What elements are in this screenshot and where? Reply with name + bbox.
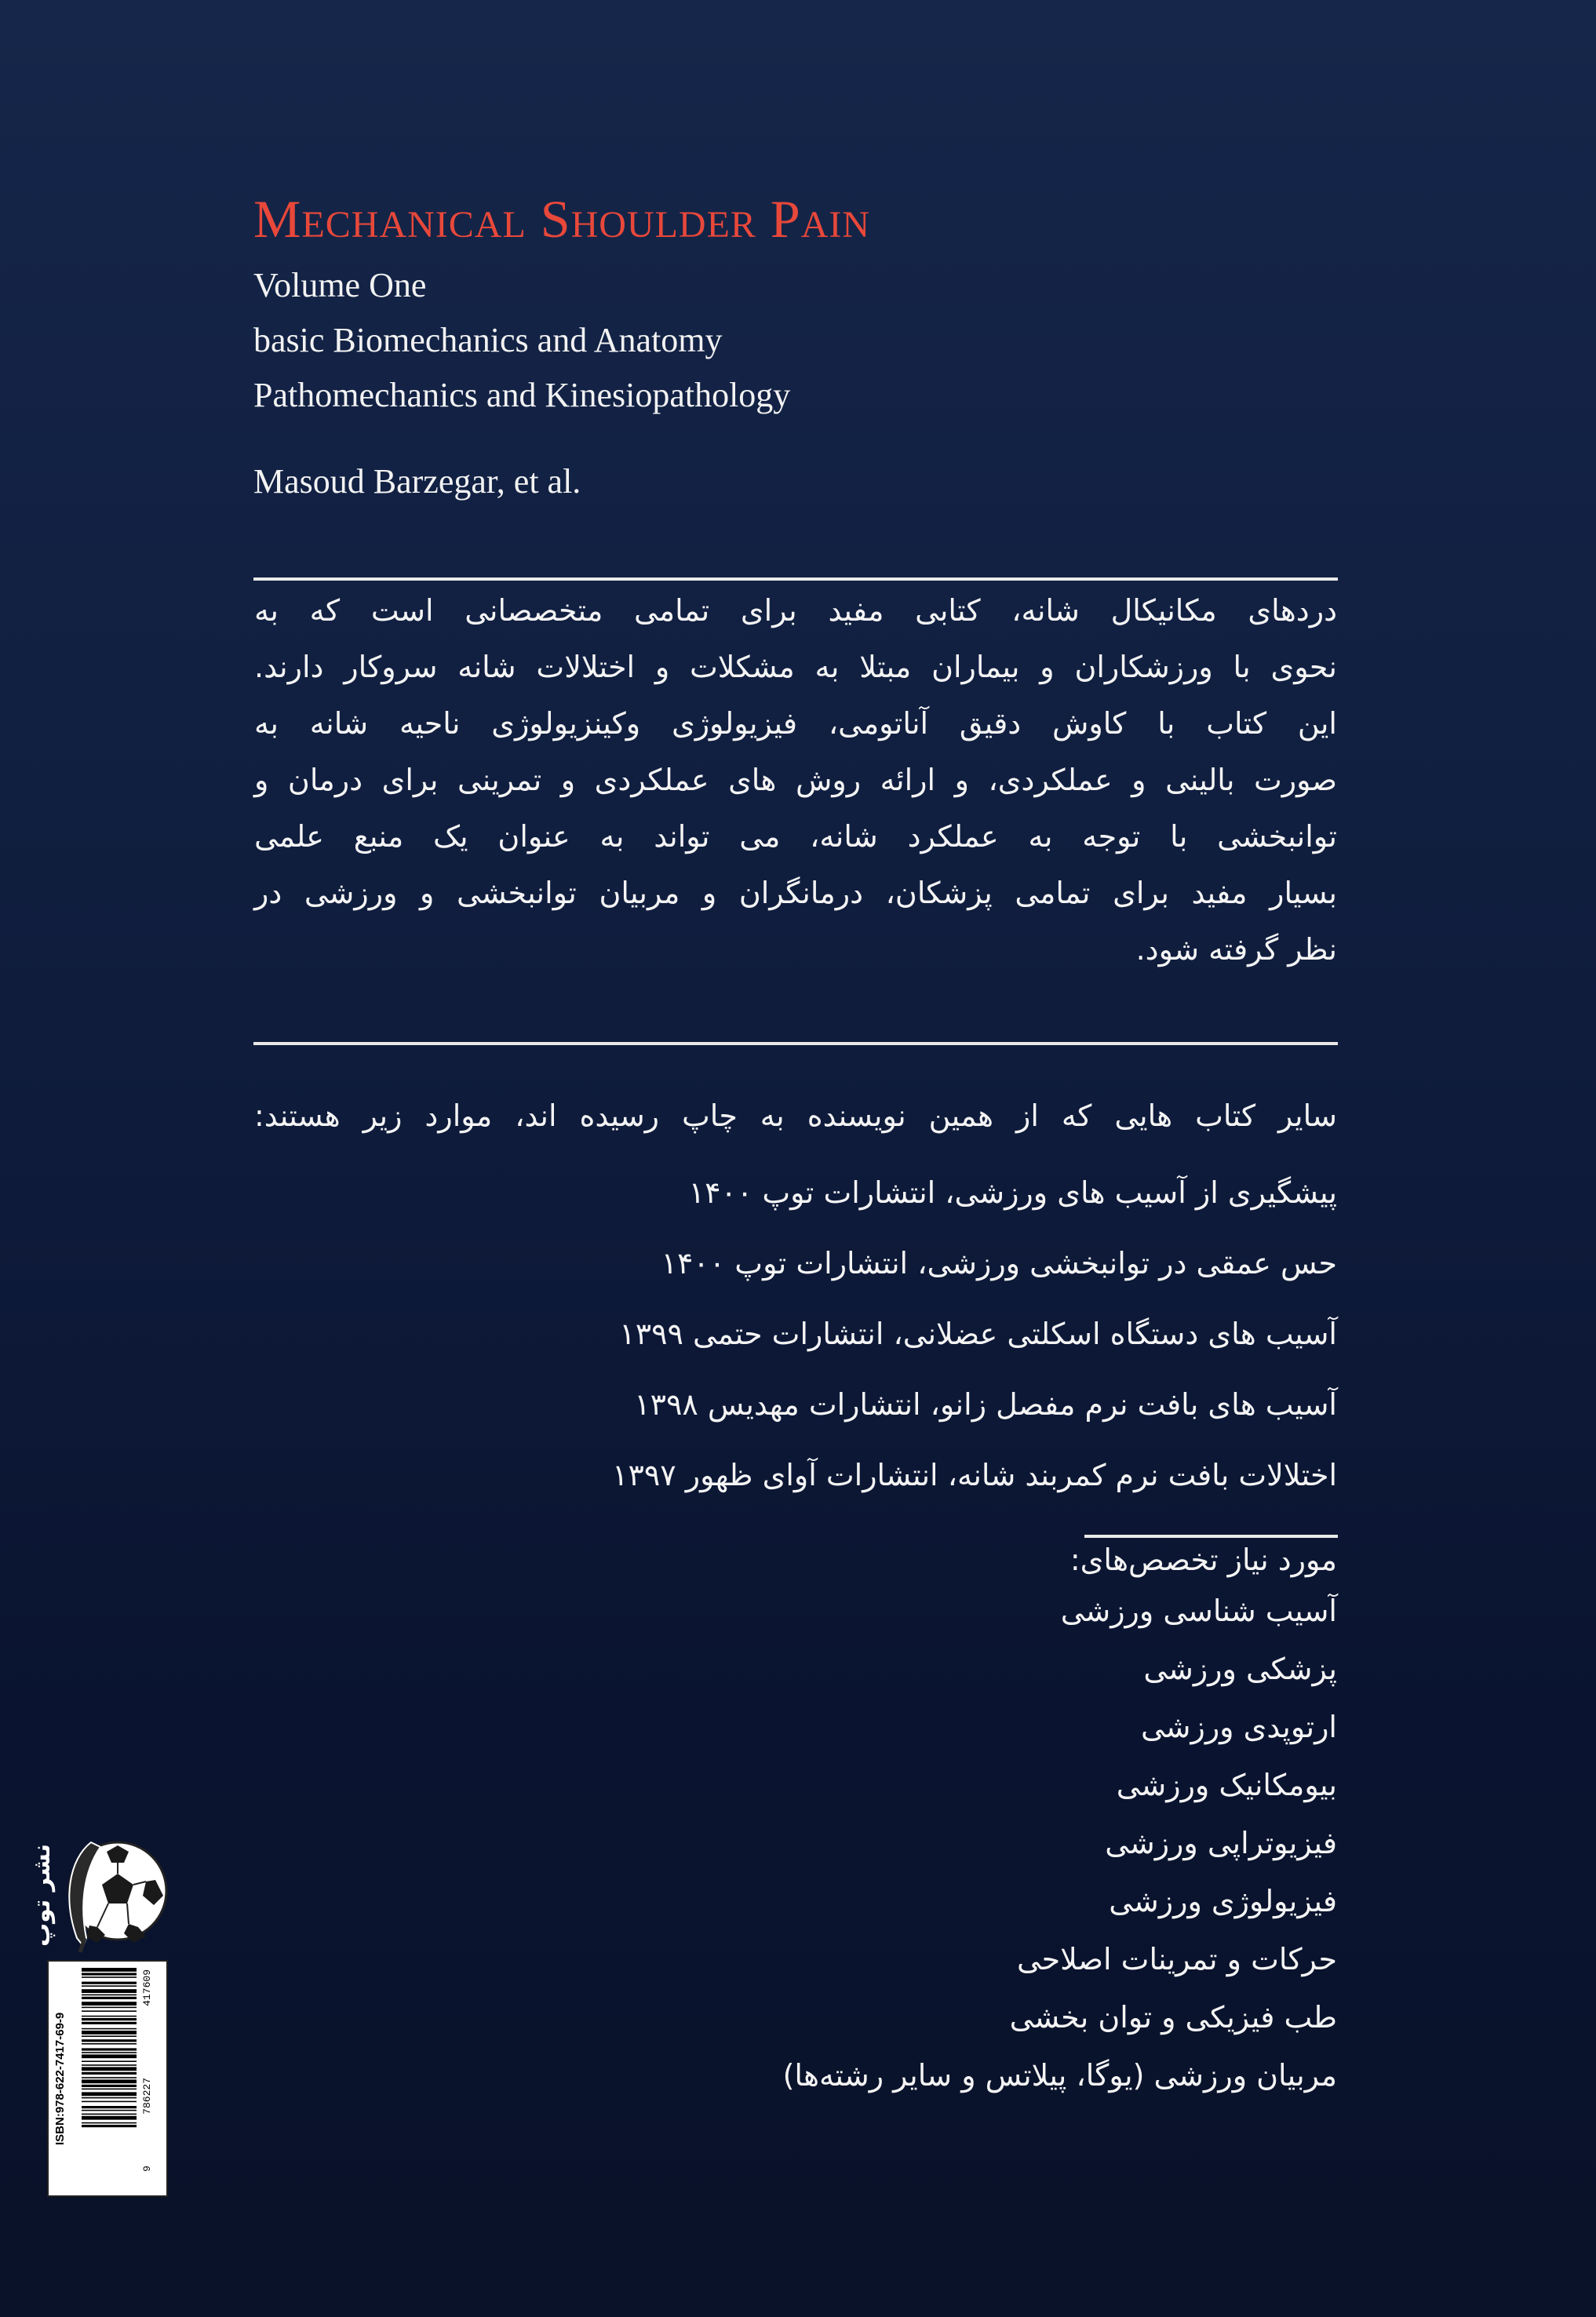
list-item: فیزیوتراپی ورزشی xyxy=(1105,1826,1337,1860)
barcode-bar xyxy=(82,2018,137,2020)
barcode-bar xyxy=(82,2122,137,2124)
barcode-bar xyxy=(82,1976,137,1978)
needed-specialties xyxy=(782,1536,1337,2104)
publisher-name: نشر توپ xyxy=(28,1843,56,1947)
list-item: پزشکی ورزشی xyxy=(1143,1652,1337,1686)
barcode-digits-middle: 786227 xyxy=(141,2078,153,2115)
barcode-bar xyxy=(82,2110,137,2111)
barcode-bar xyxy=(82,2039,137,2042)
barcode-bar xyxy=(82,2035,137,2037)
description-line: دردهای مکانیکال شانه، کتابی مفید برای تمامی متخصصانی است که به xyxy=(254,593,1337,628)
barcode-bar xyxy=(82,2092,137,2096)
description-line: صورت بالینی و عملکردی، و ارائه روش های عملکردی و تمرینی برای درمان و xyxy=(254,763,1337,797)
isbn-label: ISBN:978-622-7417-69-9 xyxy=(53,2012,67,2145)
book-description xyxy=(254,582,1337,978)
barcode-bar xyxy=(82,2060,137,2062)
list-item: فیزیولوژی ورزشی xyxy=(1109,1884,1337,1918)
barcode-bar xyxy=(82,2072,137,2075)
list-item: حرکات و تمرینات اصلاحی xyxy=(1016,1942,1337,1976)
description-line: توانبخشی با توجه به عملکرد شانه، می تواند به عنوان یک منبع علمی xyxy=(254,819,1337,854)
barcode-bar xyxy=(82,2125,137,2127)
list-item: حس عمقی در توانبخشی ورزشی، انتشارات توپ ۱۴۰۰ xyxy=(661,1246,1337,1281)
barcode-bar xyxy=(82,2043,137,2045)
barcode-bar xyxy=(82,2007,137,2009)
description-line: این کتاب با کاوش دقیق آناتومی، فیزیولوژی وکینزیولوژی ناحیه شانه به xyxy=(254,706,1337,741)
list-item: آسیب های دستگاه اسکلتی عضلانی، انتشارات حتمی ۱۳۹۹ xyxy=(619,1317,1337,1351)
barcode-bar xyxy=(82,2002,137,2006)
barcode-bar xyxy=(82,1968,137,1972)
barcode-bar xyxy=(82,2052,137,2053)
barcode-bar xyxy=(82,1985,137,1987)
barcode-bar xyxy=(82,2085,137,2087)
barcode-bar xyxy=(82,1997,137,1999)
barcode-digits-right: 417609 xyxy=(141,1969,153,2006)
description-line: نظر گرفته شود. xyxy=(1135,932,1337,967)
other-books-list xyxy=(254,1169,1337,1522)
barcode-bar xyxy=(82,2054,137,2058)
list-item: آسیب های بافت نرم مفصل زانو، انتشارات مهدیس ۱۳۹۸ xyxy=(634,1387,1337,1422)
barcode-bar xyxy=(82,1995,137,1996)
list-item: بیومکانیک ورزشی xyxy=(1116,1768,1337,1802)
barcode-bar xyxy=(82,1982,137,1984)
description-line: بسیار مفید برای تمامی پزشکان، درمانگران و مربیان توانبخشی و ورزشی در xyxy=(254,876,1337,910)
divider-middle xyxy=(253,1042,1338,1045)
barcode-bar xyxy=(82,1973,137,1975)
barcode-bar xyxy=(82,2079,137,2083)
author-line: Masoud Barzegar, et al. xyxy=(253,462,581,501)
barcode-bar xyxy=(82,2010,137,2012)
specialties-heading: مورد نیاز تخصص‌های: xyxy=(1069,1543,1337,1577)
soccer-ball-quill-icon xyxy=(46,1828,171,1954)
book-title: Mechanical Shoulder Pain xyxy=(253,189,871,249)
barcode-bar xyxy=(82,2089,137,2090)
barcode-bar xyxy=(82,2016,137,2017)
other-books-heading: سایر کتاب هایی که از همین نویسنده به چاپ رسیده اند، موارد زیر هستند: xyxy=(254,1098,1337,1133)
barcode-bar xyxy=(82,2097,137,2099)
barcode-bar xyxy=(82,1989,137,1993)
divider-top xyxy=(253,577,1338,581)
list-item: پیشگیری از آسیب های ورزشی، انتشارات توپ ۱۴۰۰ xyxy=(688,1175,1337,1210)
barcode-bar xyxy=(82,2106,137,2108)
barcode-bar xyxy=(82,2067,137,2071)
subtitle-1: basic Biomechanics and Anatomy xyxy=(253,321,723,359)
list-item: طب فیزیکی و توان بخشی xyxy=(1009,2000,1337,2035)
barcode-bar xyxy=(82,2028,137,2030)
barcode-bar xyxy=(82,2114,137,2115)
barcode-bar xyxy=(82,2022,137,2024)
barcode-digit-first: 9 xyxy=(141,2166,153,2172)
barcode-bar xyxy=(82,2031,137,2035)
list-item: مربیان ورزشی (یوگا، پیلاتس و سایر رشته‌ها) xyxy=(782,2058,1337,2093)
description-line: نحوی با ورزشکاران و بیماران مبتلا به مشکلات و اختلالات شانه سروکار دارند. xyxy=(254,650,1337,684)
barcode-bar xyxy=(82,2064,137,2066)
list-item: ارتوپدی ورزشی xyxy=(1140,1710,1337,1744)
barcode-bar xyxy=(82,2048,137,2050)
barcode-bar xyxy=(82,2077,137,2078)
barcode-bar xyxy=(82,2116,137,2120)
barcode-bar xyxy=(82,2101,137,2103)
volume-label: Volume One xyxy=(253,266,427,304)
list-item: اختلالات بافت نرم کمربند شانه، انتشارات آوای ظهور ۱۳۹۷ xyxy=(612,1458,1337,1492)
subtitle-2: Pathomechanics and Kinesiopathology xyxy=(253,376,791,414)
list-item: آسیب شناسی ورزشی xyxy=(1060,1594,1337,1628)
